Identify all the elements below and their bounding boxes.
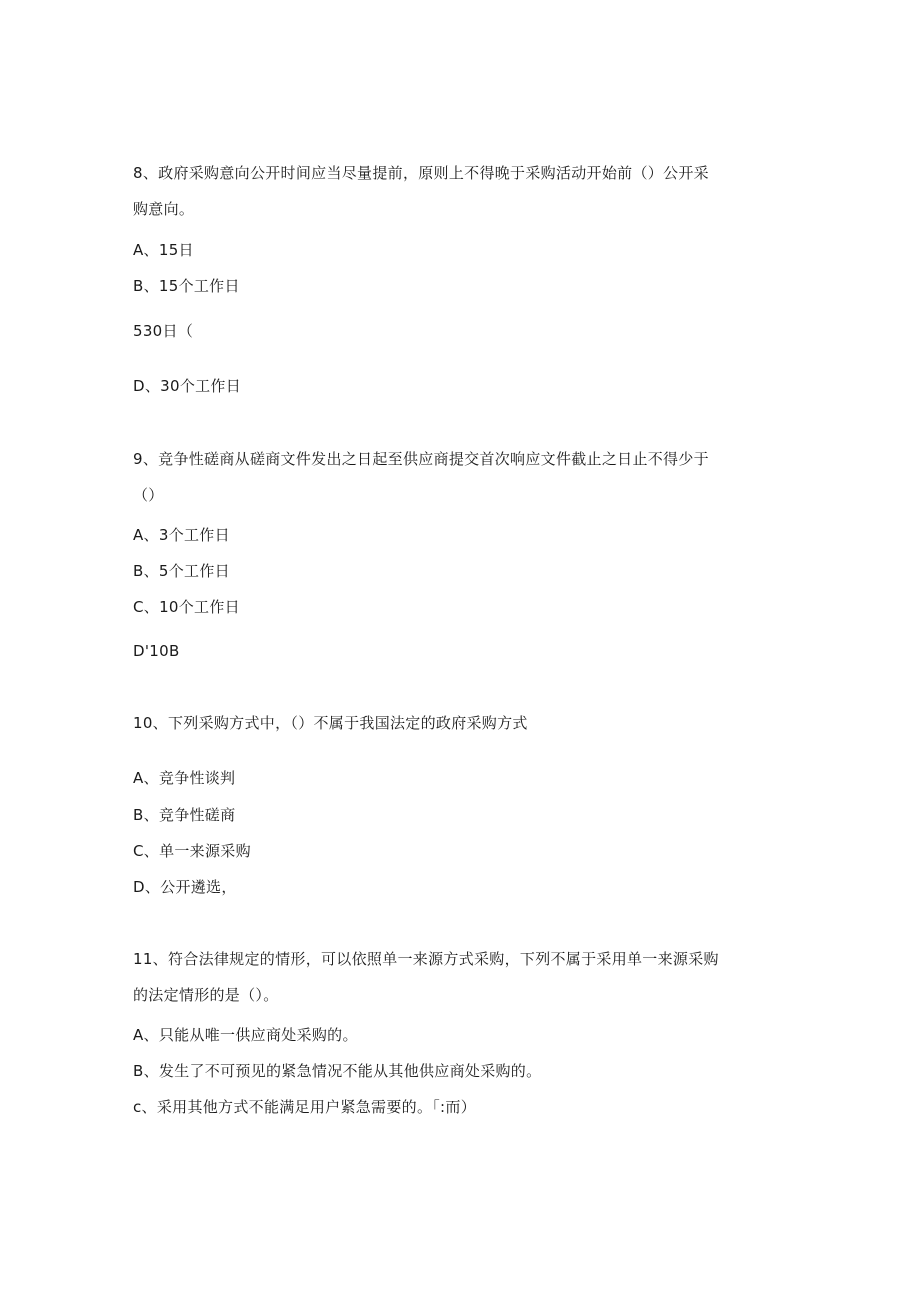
question-10-option-b: B、竞争性磋商 [133, 806, 236, 824]
question-8-option-d: D、30个工作日 [133, 377, 242, 395]
question-8-stem-line-1: 8、政府采购意向公开时间应当尽量提前，原则上不得晚于采购活动开始前（）公开采 [133, 164, 709, 182]
question-8-option-a: A、15日 [133, 241, 194, 259]
question-8-stem-line-2: 购意向。 [133, 200, 195, 218]
question-9-option-d: D'10B [133, 642, 180, 660]
question-10-stem-line-1: 10、下列采购方式中，（）不属于我国法定的政府采购方式 [133, 714, 528, 732]
question-11-option-b: B、发生了不可预见的紧急情况不能从其他供应商处采购的。 [133, 1062, 542, 1080]
question-8-option-b: B、15个工作日 [133, 277, 240, 295]
question-9-option-c: C、10个工作日 [133, 598, 240, 616]
question-9-option-b: B、5个工作日 [133, 562, 230, 580]
question-8-option-c: 530日（ [133, 322, 194, 340]
question-11-option-c: c、采用其他方式不能满足用户紧急需要的。「:而） [133, 1098, 477, 1116]
question-9-stem-line-1: 9、竞争性磋商从磋商文件发出之日起至供应商提交首次响应文件截止之日止不得少于 [133, 450, 709, 468]
question-10-option-d: D、公开遴选， [133, 878, 237, 896]
question-10-option-c: C、单一来源采购 [133, 842, 251, 860]
question-11-stem-line-1: 11、符合法律规定的情形，可以依照单一来源方式采购，下列不属于采用单一来源采购 [133, 950, 719, 968]
question-10-option-a: A、竞争性谈判 [133, 769, 236, 787]
question-9-stem-line-2: （） [133, 486, 164, 504]
question-9-option-a: A、3个工作日 [133, 526, 230, 544]
question-11-stem-line-2: 的法定情形的是（）。 [133, 986, 279, 1004]
question-11-option-a: A、只能从唯一供应商处采购的。 [133, 1026, 358, 1044]
